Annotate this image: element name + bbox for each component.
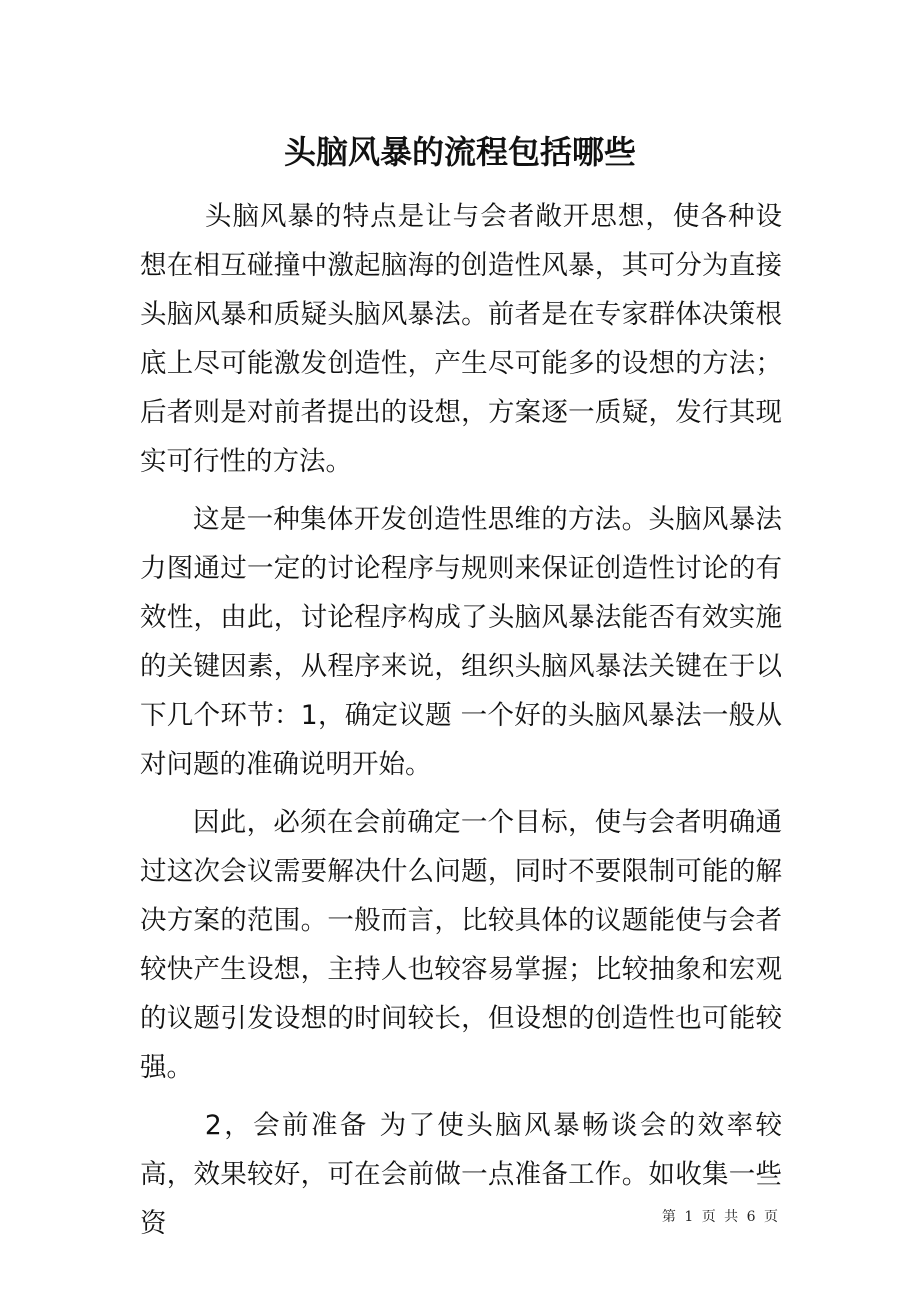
paragraph-2: 这是一种集体开发创造性思维的方法。头脑风暴法力图通过一定的讨论程序与规则来保证创造性讨论的有效性，由此，讨论程序构成了头脑风暴法能否有效实施的关键因素，从程序来说，组织头脑风暴法关键在于以下几个环节：1，确定议题 一个好的头脑风暴法一般从对问题的准确说明开始。 [140,504,782,780]
document-title: 头脑风暴的流程包括哪些 [283,133,636,171]
paragraph-4: 2，会前准备 为了使头脑风暴畅谈会的效率较高，效果较好，可在会前做一点准备工作。如收集一些资 [140,1110,782,1239]
document-body [140,192,782,1248]
paragraph-1: 头脑风暴的特点是让与会者敞开思想，使各种设想在相互碰撞中激起脑海的创造性风暴，其可分为直接头脑风暴和质疑头脑风暴法。前者是在专家群体决策根底上尽可能激发创造性，产生尽可能多的设想的方法；后者则是对前者提出的设想，方案逐一质疑，发行其现实可行性的方法。 [140,201,782,477]
paragraph-3: 因此，必须在会前确定一个目标，使与会者明确通过这次会议需要解决什么问题，同时不要限制可能的解决方案的范围。一般而言，比较具体的议题能使与会者较快产生设想，主持人也较容易掌握；比较抽象和宏观的议题引发设想的时间较长，但设想的创造性也可能较强。 [140,807,782,1083]
page-number-footer: 第 1 页 共 6 页 [661,1209,780,1225]
